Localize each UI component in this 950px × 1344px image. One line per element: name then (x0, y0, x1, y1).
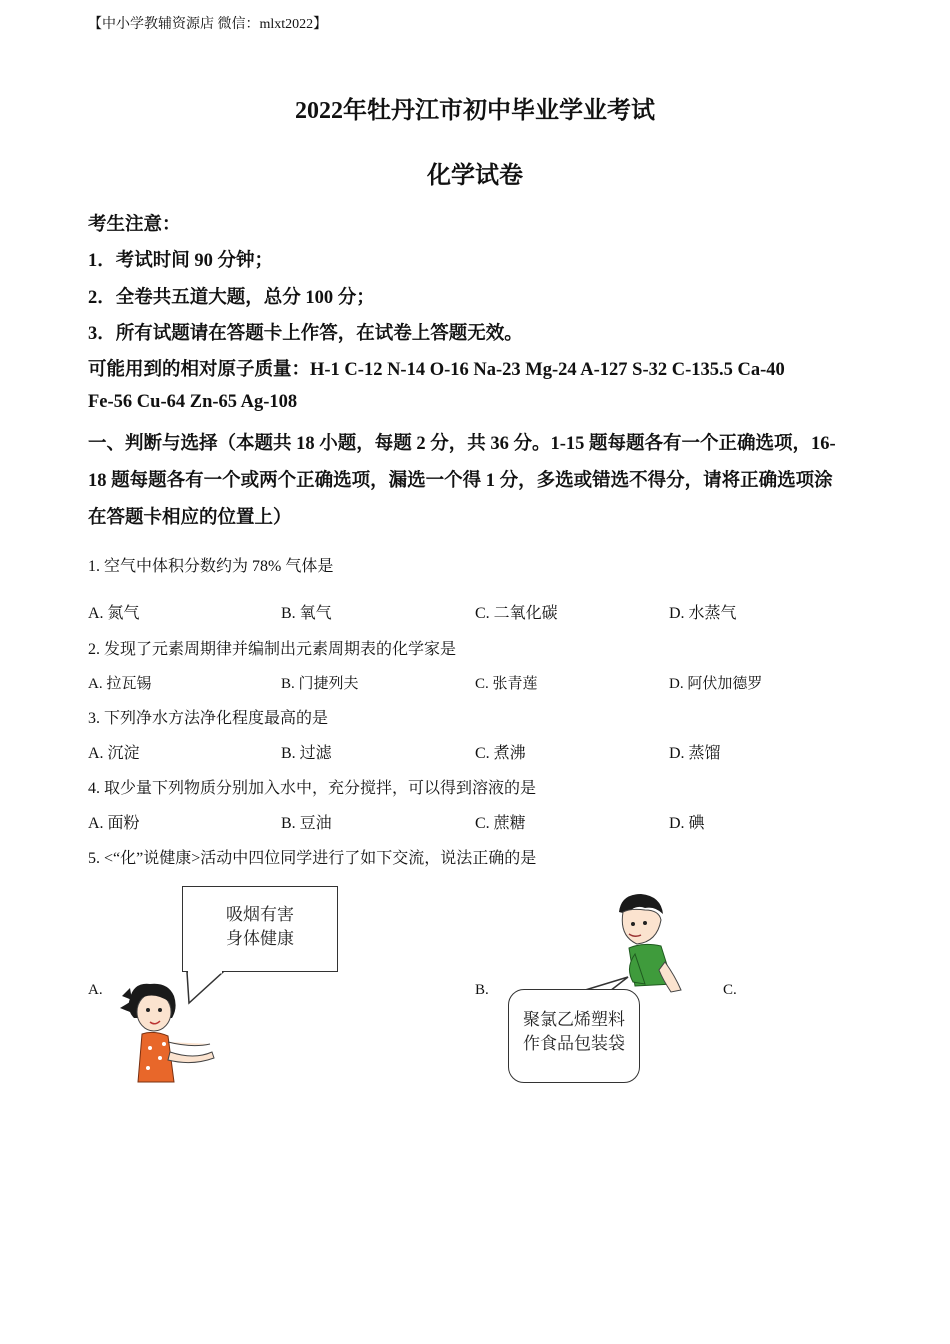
question-stem: 2. 发现了元素周期律并编制出元素周期表的化学家是 (88, 641, 457, 658)
option-b: B. (475, 982, 489, 998)
option-a: A. 拉瓦锡 (88, 676, 152, 692)
bubble-a-text: 吸烟有害 (226, 905, 294, 925)
option-a: A. 沉淀 (88, 745, 140, 762)
page-header: 【中小学教辅资源店 微信：mlxt2022】 (88, 17, 328, 32)
option-b: B. 门捷列夫 (281, 676, 359, 692)
option-c: C. 煮沸 (475, 745, 526, 762)
speech-bubble-b (508, 989, 640, 1083)
option-a: A. 面粉 (88, 815, 140, 832)
option-c: C. (723, 982, 737, 998)
girl-illustration-icon (112, 978, 222, 1088)
option-b: B. 过滤 (281, 745, 332, 762)
option-c: C. 蔗糖 (475, 815, 526, 832)
option-b: B. 豆油 (281, 815, 332, 832)
notice-item: 3．所有试题请在答题卡上作答，在试卷上答题无效。 (88, 324, 523, 344)
section-instructions: 一、判断与选择（本题共 18 小题，每题 2 分，共 36 分。1-15 题每题各有一个正确选项，16- (88, 434, 836, 454)
notice-item: 1．考试时间 90 分钟； (88, 251, 274, 271)
bubble-a-text: 身体健康 (226, 929, 294, 949)
atomic-mass-line: 可能用到的相对原子质量：H-1 C-12 N-14 O-16 Na-23 Mg-24 A-127 S-32 C-135.5 Ca-40 (88, 360, 785, 380)
option-a: A. 氮气 (88, 605, 140, 622)
atomic-mass-line: Fe-56 Cu-64 Zn-65 Ag-108 (88, 392, 298, 412)
exam-title: 2022年牡丹江市初中毕业学业考试 (295, 98, 655, 124)
option-a: A. (88, 982, 103, 998)
question-stem: 1. 空气中体积分数约为 78% 气体是 (88, 558, 334, 575)
option-c: C. 二氧化碳 (475, 605, 558, 622)
speech-bubble-a (182, 886, 338, 972)
question-stem: 5. <“化”说健康>活动中四位同学进行了如下交流，说法正确的是 (88, 850, 537, 867)
option-d: D. 阿伏加德罗 (669, 676, 763, 692)
section-instructions: 18 题每题各有一个或两个正确选项，漏选一个得 1 分，多选或错选不得分，请将正确选项涂 (88, 471, 833, 491)
option-b: B. 氧气 (281, 605, 332, 622)
option-d: D. 水蒸气 (669, 605, 737, 622)
option-d: D. 碘 (669, 815, 705, 832)
option-c: C. 张青莲 (475, 676, 538, 692)
option-d: D. 蒸馏 (669, 745, 721, 762)
bubble-b-text: 聚氯乙烯塑料 (523, 1010, 625, 1030)
notice-heading: 考生注意： (88, 215, 181, 235)
notice-item: 2．全卷共五道大题，总分 100 分； (88, 288, 375, 308)
section-instructions: 在答题卡相应的位置上） (88, 508, 292, 528)
question-stem: 3. 下列净水方法净化程度最高的是 (88, 710, 329, 727)
question-stem: 4. 取少量下列物质分别加入水中，充分搅拌，可以得到溶液的是 (88, 780, 537, 797)
bubble-b-text: 作食品包装袋 (523, 1034, 625, 1054)
exam-subtitle: 化学试卷 (427, 163, 523, 189)
